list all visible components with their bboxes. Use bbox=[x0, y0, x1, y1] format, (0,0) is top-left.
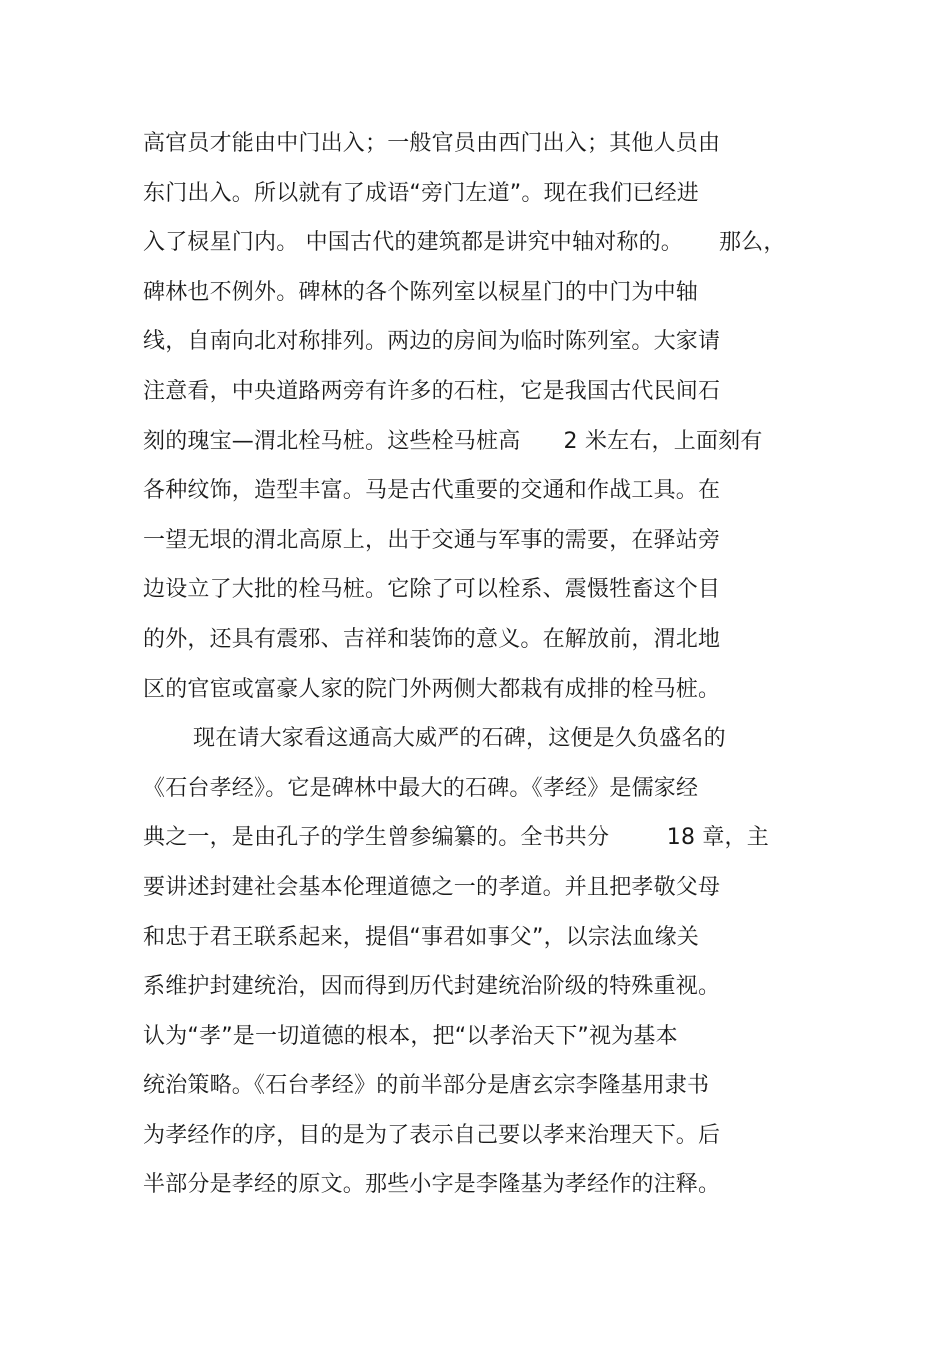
text-line: 碑林也不例外。碑林的各个陈列室以棂星门的中门为中轴 bbox=[143, 279, 699, 305]
paragraph-start-line: 现在请大家看这通高大威严的石碑，这便是久负盛名的 bbox=[193, 726, 726, 752]
body-text bbox=[143, 119, 843, 1210]
text-line: 区的官宦或富豪人家的院门外两侧大都栽有成排的栓马桩。 bbox=[143, 676, 721, 702]
text-line: 刻的瑰宝—渭北栓马桩。这些栓马桩高 2 米左右，上面刻有 bbox=[143, 428, 763, 454]
text-line: 各种纹饰，造型丰富。马是古代重要的交通和作战工具。在 bbox=[143, 478, 721, 504]
text-line: 高官员才能由中门出入；一般官员由西门出入；其他人员由 bbox=[143, 131, 721, 156]
text-line: 半部分是孝经的原文。那些小字是李隆基为孝经作的注释。 bbox=[143, 1172, 721, 1198]
text-line: 东门出入。所以就有了成语“旁门左道”。现在我们已经进 bbox=[143, 180, 699, 206]
text-line: 线，自南向北对称排列。两边的房间为临时陈列室。大家请 bbox=[143, 329, 721, 355]
text-line: 为孝经作的序，目的是为了表示自己要以孝来治理天下。后 bbox=[143, 1122, 721, 1148]
text-line: 边设立了大批的栓马桩。它除了可以栓系、震慑牲畜这个目 bbox=[143, 577, 721, 603]
text-line: 的外，还具有震邪、吉祥和装饰的意义。在解放前，渭北地 bbox=[143, 626, 721, 652]
text-line: 入了棂星门内。 中国古代的建筑都是讲究中轴对称的。 那么， bbox=[143, 230, 786, 256]
text-line: 《石台孝经》。它是碑林中最大的石碑。《孝经》是儒家经 bbox=[143, 775, 699, 801]
text-line: 一望无垠的渭北高原上，出于交通与军事的需要，在驿站旁 bbox=[143, 527, 721, 553]
text-line: 统治策略。《石台孝经》的前半部分是唐玄宗李隆基用隶书 bbox=[143, 1073, 710, 1099]
text-line: 典之一，是由孔子的学生曾参编纂的。全书共分 18 章，主 bbox=[143, 825, 769, 851]
text-line: 和忠于君王联系起来，提倡“事君如事父”，以宗法血缘关 bbox=[143, 924, 699, 950]
text-line: 认为“孝”是一切道德的根本，把“以孝治天下”视为基本 bbox=[143, 1023, 678, 1049]
text-line: 要讲述封建社会基本伦理道德之一的孝道。并且把孝敬父母 bbox=[143, 874, 721, 900]
text-line: 系维护封建统治，因而得到历代封建统治阶级的特殊重视。 bbox=[143, 974, 721, 1000]
text-line: 注意看，中央道路两旁有许多的石柱，它是我国古代民间石 bbox=[143, 378, 721, 404]
